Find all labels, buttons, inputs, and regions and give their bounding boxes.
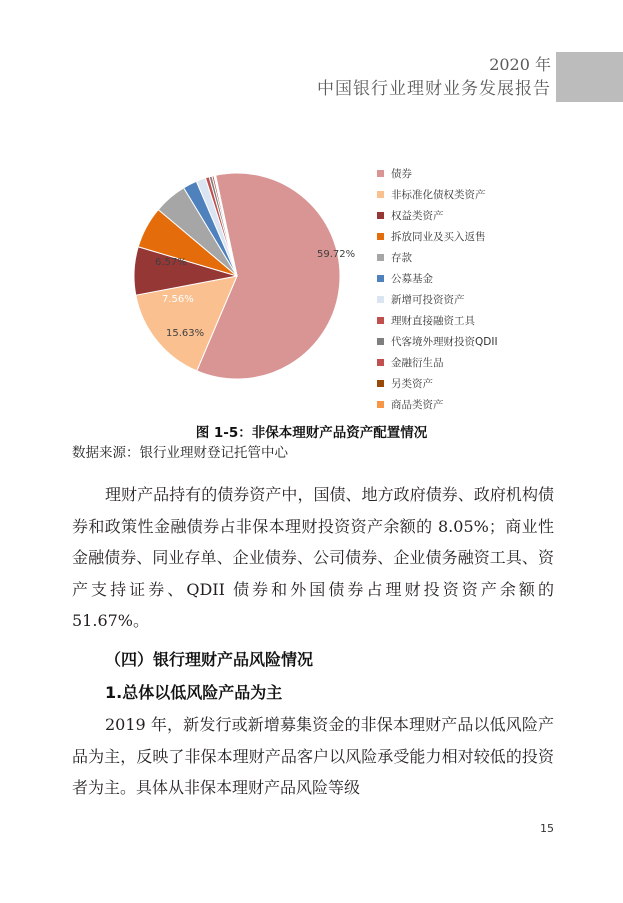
page-number: 15 — [540, 822, 554, 835]
legend-swatch — [377, 275, 384, 282]
legend-swatch — [377, 254, 384, 261]
legend-label: 商品类资产 — [391, 399, 444, 411]
pie-data-label-0: 59.72% — [317, 249, 356, 260]
legend-label: 另类资产 — [391, 378, 433, 390]
legend-swatch — [377, 170, 384, 177]
legend-label: 权益类资产 — [391, 210, 444, 222]
legend-label: 债券 — [391, 168, 412, 180]
legend-item-9 — [377, 352, 498, 373]
pie-chart-svg — [122, 158, 382, 388]
legend-label: 金融衍生品 — [391, 357, 444, 369]
legend-item-4 — [377, 247, 498, 268]
legend-swatch — [377, 191, 384, 198]
legend-label: 代客境外理财投资QDII — [391, 336, 498, 348]
legend-item-2 — [377, 205, 498, 226]
legend-item-10 — [377, 373, 498, 394]
figure-caption: 图 1-5：非保本理财产品资产配置情况 — [195, 425, 428, 441]
legend-label: 公募基金 — [391, 273, 433, 285]
legend-label: 非标准化债权类资产 — [391, 189, 486, 201]
section-heading: （四）银行理财产品风险情况 — [105, 650, 314, 669]
pie-data-label-2: 7.56% — [162, 294, 194, 305]
legend-label: 存款 — [391, 252, 412, 264]
header-decor-block — [556, 52, 623, 102]
legend-item-1 — [377, 184, 498, 205]
legend-swatch — [377, 212, 384, 219]
legend-item-7 — [377, 310, 498, 331]
figure-source: 数据来源：银行业理财登记托管中心 — [72, 445, 288, 461]
body-paragraph-2: 2019 年，新发行或新增募集资金的非保本理财产品以低风险产品为主，反映了非保本理财产品客户以风险承受能力相对较低的投资者为主。具体从非保本理财产品风险等级 — [72, 715, 554, 797]
header-year: 2020 年 — [489, 55, 551, 74]
pie-data-label-3: 6.57% — [155, 257, 187, 268]
legend-item-6 — [377, 289, 498, 310]
legend-item-0 — [377, 163, 498, 184]
legend-swatch — [377, 401, 384, 408]
body-paragraph-1: 理财产品持有的债券资产中，国债、地方政府债券、政府机构债券和政策性金融债券占非保本理财投资资产余额的 8.05%；商业性金融债券、同业存单、企业债券、公司债券、企业债务融资工具、资产支持证券、QDII 债券和外国债券占理财投资资产余额的 51.67%。 — [72, 485, 554, 630]
legend-item-8 — [377, 331, 498, 352]
pie-data-label-1: 15.63% — [166, 328, 205, 339]
legend-label: 理财直接融资工具 — [391, 315, 475, 327]
legend-item-5 — [377, 268, 498, 289]
legend-label: 拆放同业及买入返售 — [391, 231, 486, 243]
header-title: 中国银行业理财业务发展报告 — [317, 79, 551, 99]
chart-legend — [377, 163, 498, 415]
legend-swatch — [377, 233, 384, 240]
legend-item-11 — [377, 394, 498, 415]
legend-swatch — [377, 338, 384, 345]
legend-swatch — [377, 296, 384, 303]
legend-swatch — [377, 359, 384, 366]
legend-swatch — [377, 380, 384, 387]
legend-label: 新增可投资资产 — [391, 294, 465, 306]
legend-item-3 — [377, 226, 498, 247]
sub-heading: 1.总体以低风险产品为主 — [105, 683, 283, 702]
legend-swatch — [377, 317, 384, 324]
